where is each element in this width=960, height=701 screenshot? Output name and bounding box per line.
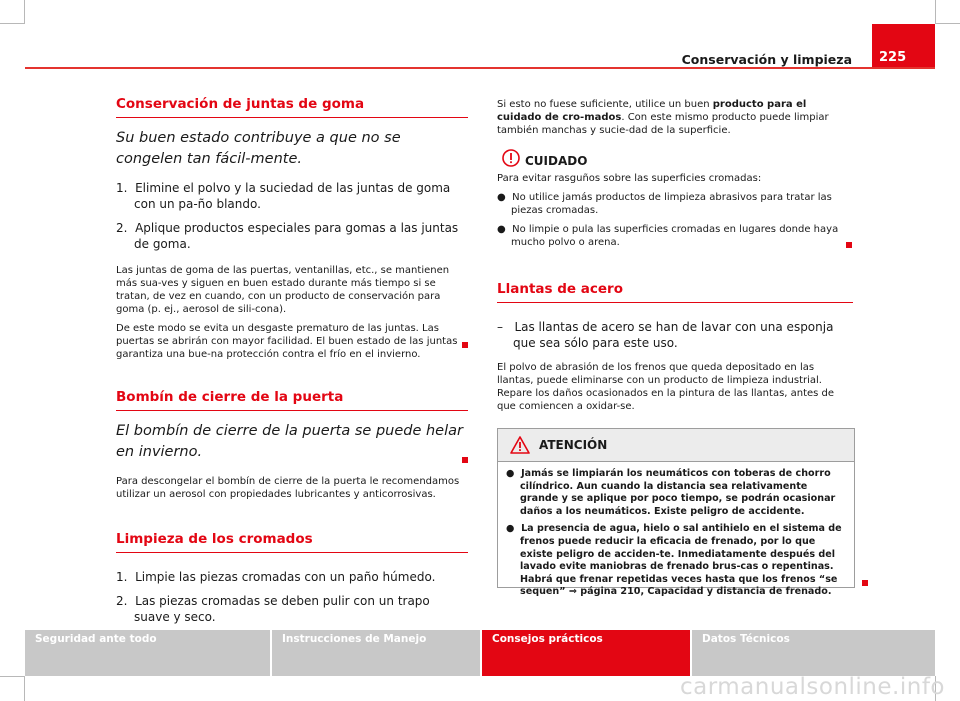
step-item: 1. Elimine el polvo y la suciedad de las juntas de goma con un pa-ño blando.	[116, 181, 451, 211]
cuidado-note	[497, 149, 853, 249]
crop-mark	[24, 0, 25, 24]
cuidado-bullet: ● No utilice jamás productos de limpieza abrasivos para tratar las piezas cromadas.	[497, 192, 832, 216]
section-end-marker	[862, 580, 868, 586]
page-number: 225	[879, 50, 907, 65]
atencion-header	[498, 429, 854, 462]
atencion-bullet: ● La presencia de agua, hielo o sal antihielo en el sistema de frenos puede reducir la eficacia de frenado, por lo que existe peligro de acciden-te. Inmediatamente después del lavado evite maniobras de frenado brus-cas o repentinas. Habrá que frenar repetidas veces hasta que los frenos “se sequen” ⇒ página 210, Capacidad y distancia de frenado.	[506, 523, 842, 598]
crop-mark	[24, 676, 25, 701]
dash-item: – Las llantas de acero se han de lavar con una esponja que sea sólo para este uso.	[497, 320, 834, 350]
footer-tab-consejos[interactable]: Consejos prácticos	[482, 630, 690, 676]
section-heading-bombin: Bombín de cierre de la puerta	[116, 391, 468, 411]
paragraph: Las juntas de goma de las puertas, ventanillas, etc., se mantienen más sua-ves y siguen en buen estado durante más tiempo si se tratan, de vez en cuando, con un producto de conservación para goma (p. ej., aerosol de sili-cona).	[116, 265, 450, 315]
paragraph: El polvo de abrasión de los frenos que queda depositado en las llantas, puede eliminarse con un producto de limpieza industrial. Repare los daños ocasionados en la pintura de las llantas, antes de que comiencen a oxidar-se.	[497, 362, 835, 412]
atencion-body	[498, 462, 854, 605]
cuidado-title: CUIDADO	[525, 154, 588, 168]
left-column	[116, 98, 468, 633]
section-heading-juntas: Conservación de juntas de goma	[116, 98, 468, 118]
section-end-marker	[846, 242, 852, 248]
crop-mark	[936, 23, 960, 24]
chapter-title: Conservación y limpieza	[681, 52, 852, 67]
intro-paragraph	[497, 98, 853, 137]
cuidado-lead: Para evitar rasguños sobre las superficies cromadas:	[497, 173, 762, 184]
footer-tab-instrucciones[interactable]: Instrucciones de Manejo	[272, 630, 480, 676]
paragraph: De este modo se evita un desgaste prematuro de las juntas. Las puertas se abrirán con mayor facilidad. El buen estado de las juntas garantiza una bue-na protección contra el frío en el invierno.	[116, 323, 458, 360]
section-heading-cromados: Limpieza de los cromados	[116, 533, 468, 553]
atencion-bullet: ● Jamás se limpiarán los neumáticos con toberas de chorro cilíndrico. Aun cuando la distancia sea relativamente grande y se aplique por poco tiempo, se podrán ocasionar daños a los neumáticos. Existe peligro de accidente.	[506, 468, 836, 517]
intro-bold: producto para el cuidado de cro-mados	[497, 99, 807, 123]
crop-mark	[935, 0, 936, 24]
caution-icon	[502, 149, 520, 171]
section-subtitle-juntas: Su buen estado contribuye a que no se congelen tan fácil-mente.	[116, 130, 401, 167]
step-item: 2. Las piezas cromadas se deben pulir con un trapo suave y seco.	[116, 594, 430, 624]
dash-item-text: Las llantas de acero se han de lavar con una esponja que sea sólo para este uso.	[513, 320, 834, 350]
cuidado-bullet-text: No utilice jamás productos de limpieza abrasivos para tratar las piezas cromadas.	[511, 192, 832, 216]
atencion-title: ATENCIÓN	[539, 438, 608, 452]
crop-mark	[0, 23, 24, 24]
warning-triangle-icon	[510, 436, 530, 458]
section-end-marker	[462, 457, 468, 463]
atencion-box	[497, 428, 855, 598]
cuidado-bullet: ● No limpie o pula las superficies cromadas en lugares donde haya mucho polvo o arena.	[497, 224, 839, 248]
step-item: 2. Aplique productos especiales para gomas a las juntas de goma.	[116, 221, 459, 251]
atencion-bullet-text: Jamás se limpiarán los neumáticos con toberas de chorro cilíndrico. Aun cuando la distancia sea relativamente grande y se aplique por poco tiempo, se podrán ocasionar daños a los neumáticos. Existe peligro de accidente.	[520, 468, 836, 517]
paragraph: Para descongelar el bombín de cierre de la puerta le recomendamos utilizar un aerosol con propiedades lubricantes y anticorrosivas.	[116, 476, 460, 500]
intro-text-end: . Con este mismo producto puede limpiar también manchas y sucie-dad de la superficie.	[497, 112, 829, 136]
section-heading-llantas: Llantas de acero	[497, 283, 853, 303]
watermark: carmanualsonline.info	[679, 674, 945, 700]
atencion-bullet-text: La presencia de agua, hielo o sal antihielo en el sistema de frenos puede reducir la eficacia de frenado, por lo que existe peligro de acciden-te. Inmediatamente después del lavado evite maniobras de frenado brus-cas o repentinas. Habrá que frenar repetidas veces hasta que los frenos “se sequen” ⇒ página 210, Capacidad y distancia de frenado.	[520, 523, 842, 598]
cuidado-bullet-text: No limpie o pula las superficies cromadas en lugares donde haya mucho polvo o arena.	[511, 224, 839, 248]
crop-mark	[0, 676, 24, 677]
section-subtitle-bombin: El bombín de cierre de la puerta se puede helar en invierno.	[116, 423, 463, 460]
right-column	[497, 98, 853, 419]
footer-tab-seguridad[interactable]: Seguridad ante todo	[25, 630, 270, 676]
intro-text: Si esto no fuese suficiente, utilice un buen	[497, 99, 713, 110]
step-item: 1. Limpie las piezas cromadas con un paño húmedo.	[116, 570, 436, 584]
header-rule	[25, 67, 935, 69]
footer-tab-datos[interactable]: Datos Técnicos	[692, 630, 935, 676]
section-end-marker	[462, 342, 468, 348]
